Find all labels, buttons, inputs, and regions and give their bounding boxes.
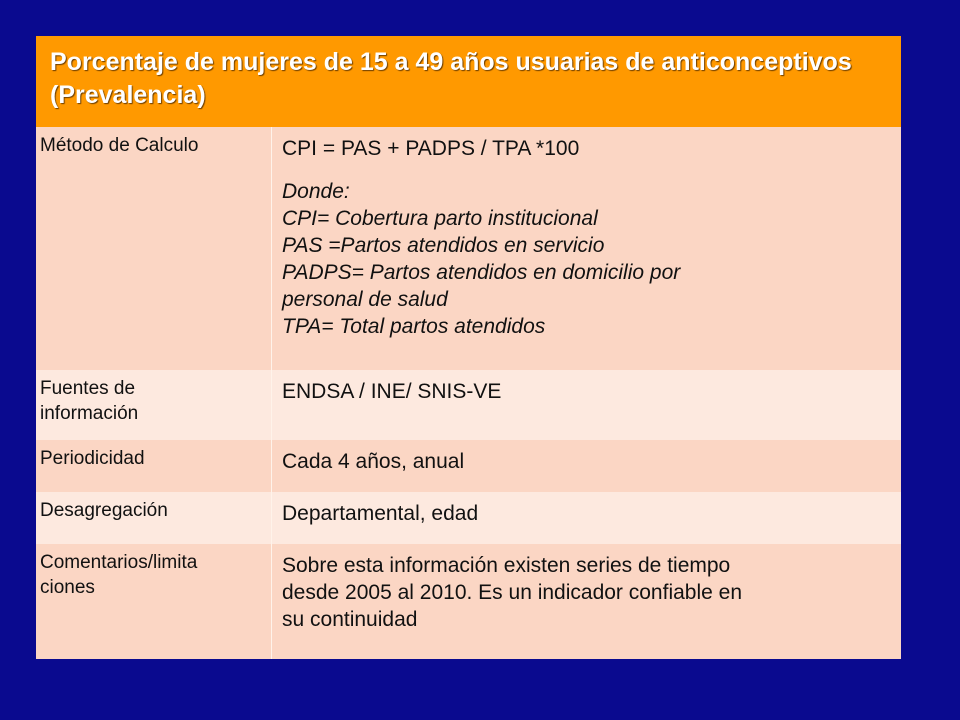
donde-line: PAS =Partos atendidos en servicio [282, 234, 605, 257]
donde-line: CPI= Cobertura parto institucional [282, 207, 598, 230]
periodicidad-value: Cada 4 años, anual [271, 440, 901, 492]
row-desagregacion [36, 492, 901, 544]
comentarios-line: su continuidad [282, 608, 418, 631]
donde-block [282, 178, 891, 340]
fuentes-label-line: información [40, 403, 139, 424]
metodo-value [271, 127, 901, 370]
formula-text: CPI = PAS + PADPS / TPA *100 [282, 137, 580, 160]
comentarios-label-line: ciones [40, 577, 95, 598]
periodicidad-label: Periodicidad [40, 448, 145, 469]
fuentes-value: ENDSA / INE/ SNIS-VE [271, 370, 901, 440]
row-fuentes [36, 370, 901, 440]
donde-line: TPA= Total partos atendidos [282, 315, 546, 338]
indicator-table [36, 36, 901, 659]
metodo-label: Método de Calculo [40, 135, 199, 156]
row-periodicidad [36, 440, 901, 492]
fuentes-label [36, 370, 271, 440]
row-metodo [36, 127, 901, 370]
comentarios-line: Sobre esta información existen series de tiempo [282, 554, 731, 577]
donde-line: personal de salud [282, 288, 448, 311]
row-comentarios [36, 544, 901, 659]
donde-line: PADPS= Partos atendidos en domicilio por [282, 261, 681, 284]
comentarios-label-line: Comentarios/limita [40, 552, 198, 573]
table-title: Porcentaje de mujeres de 15 a 49 años usuarias de anticonceptivos (Prevalencia) [36, 36, 901, 127]
desagregacion-value: Departamental, edad [271, 492, 901, 544]
desagregacion-label: Desagregación [40, 500, 168, 521]
donde-line: Donde: [282, 180, 350, 203]
fuentes-label-line: Fuentes de [40, 378, 136, 399]
comentarios-value [271, 544, 901, 659]
comentarios-label [36, 544, 271, 659]
comentarios-line: desde 2005 al 2010. Es un indicador confiable en [282, 581, 743, 604]
